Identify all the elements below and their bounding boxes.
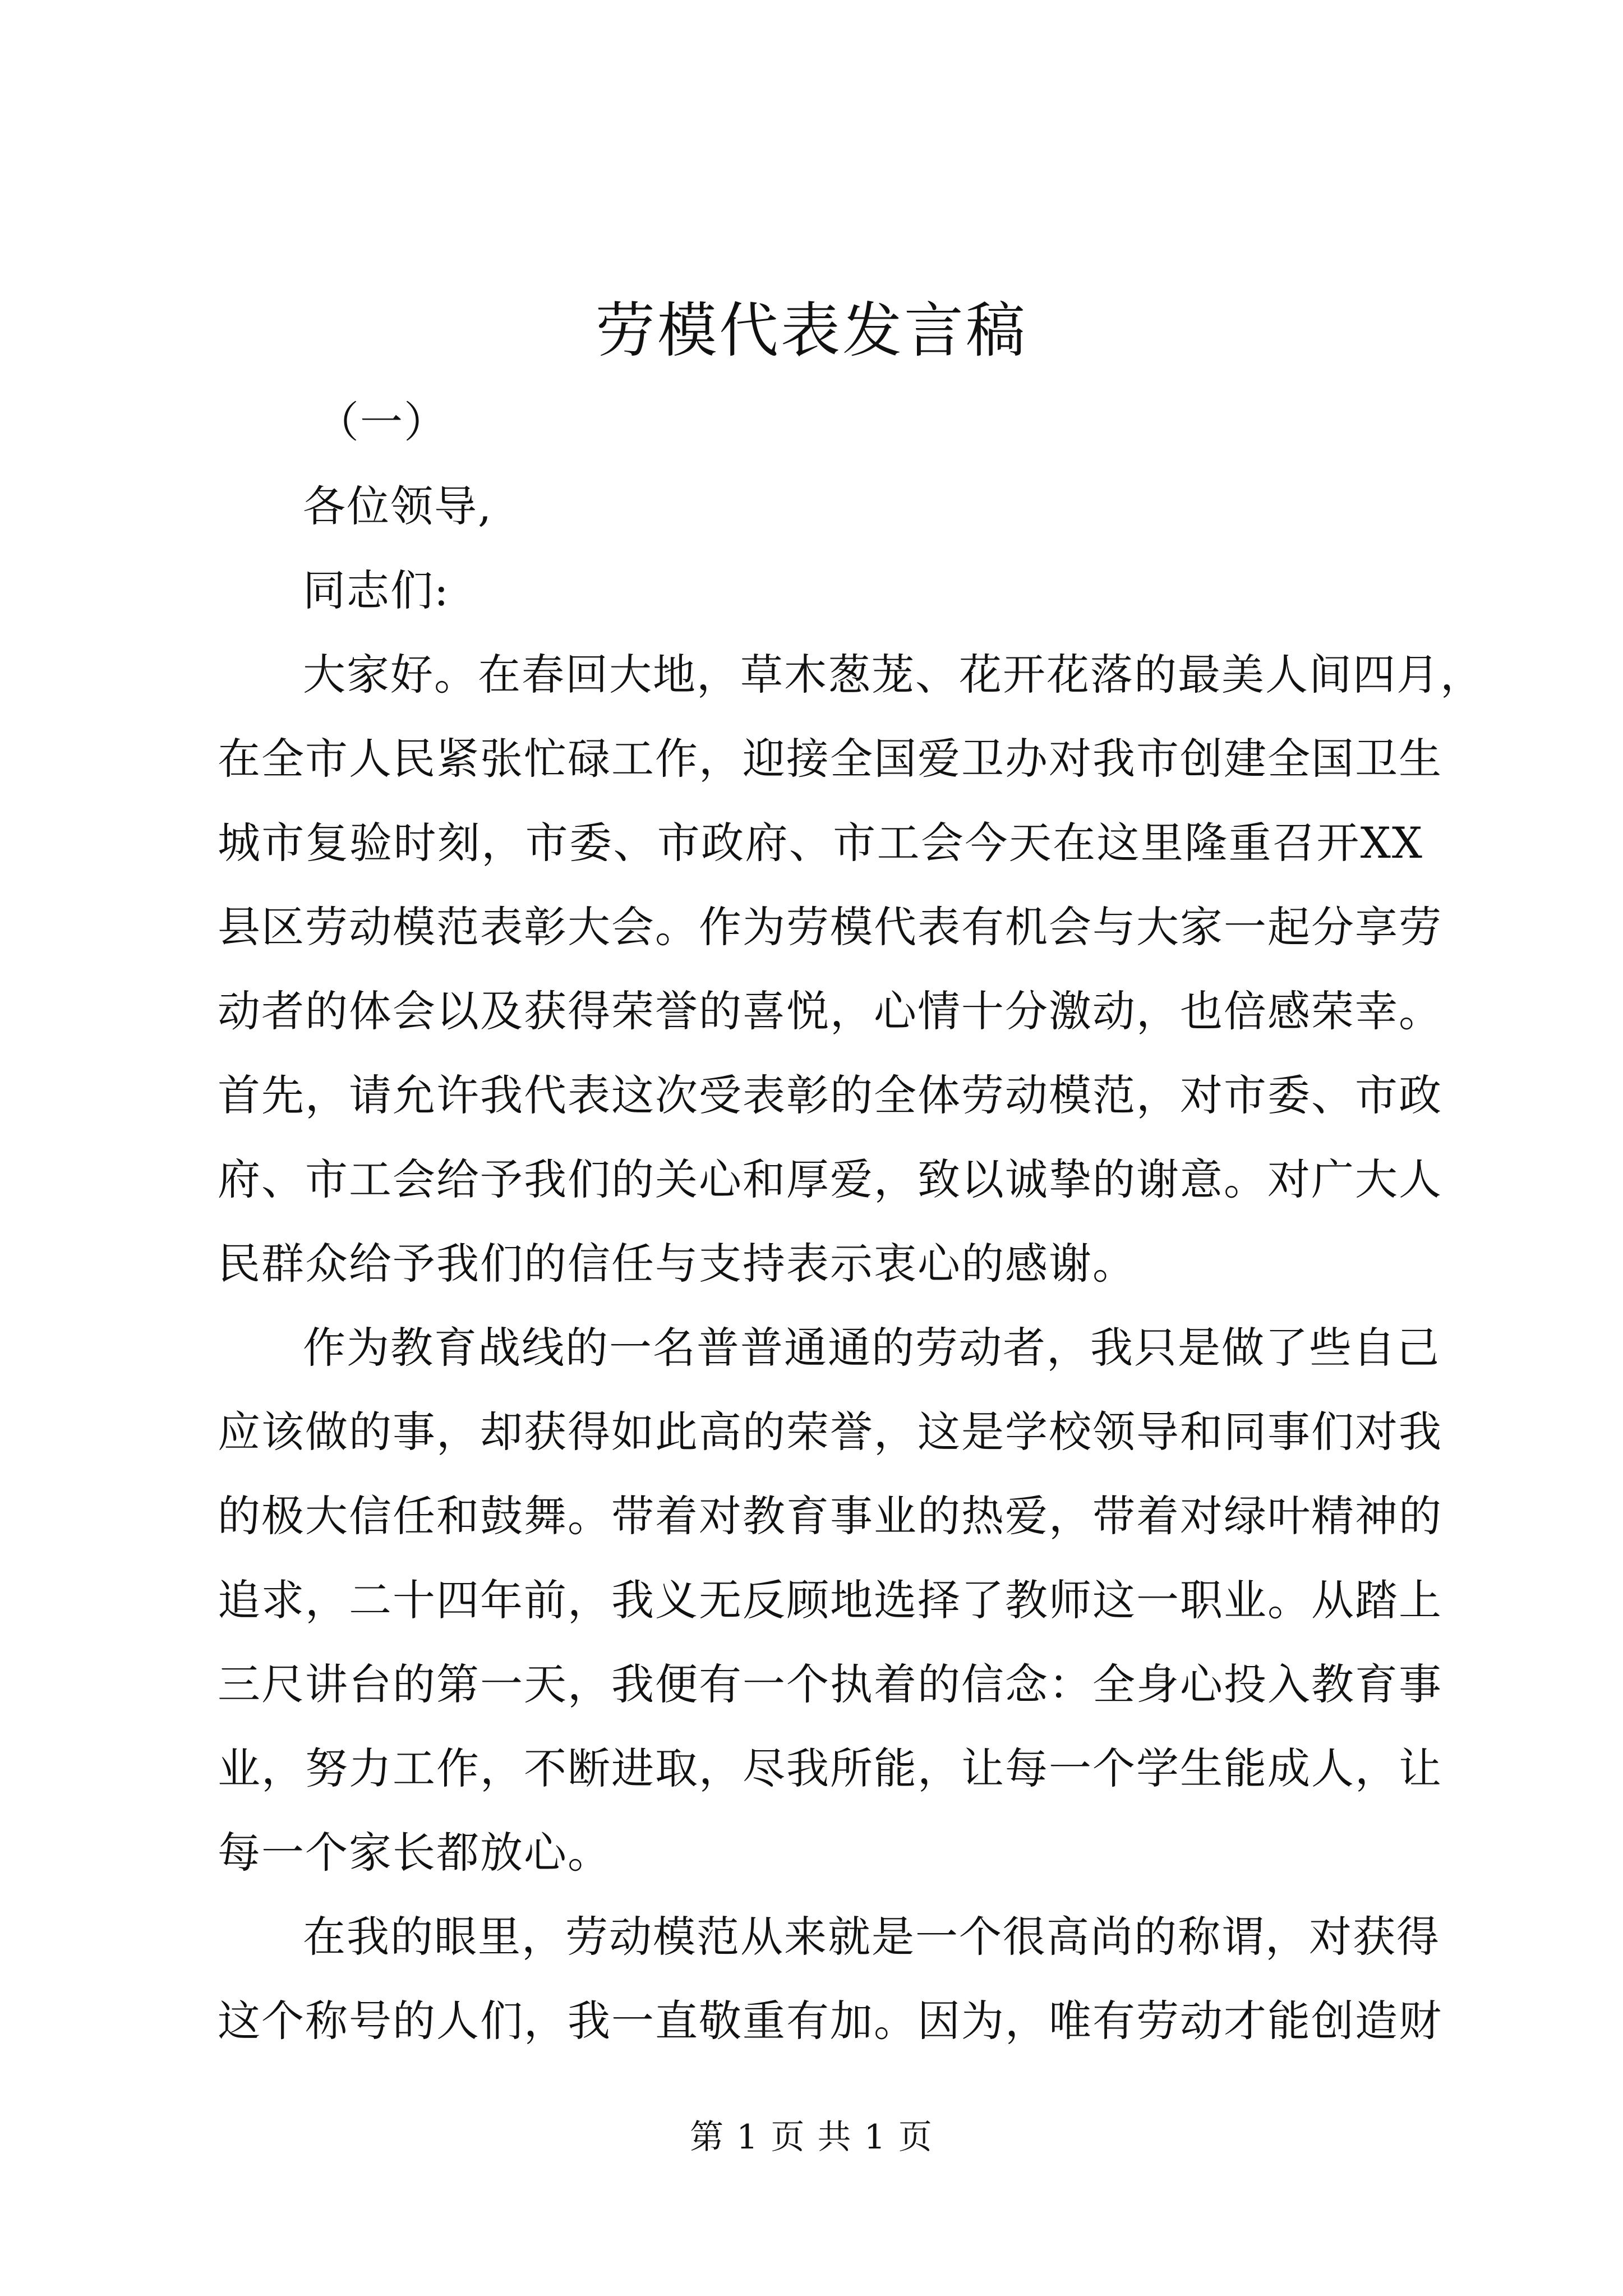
section-marker: （一） [316,397,448,447]
paragraph-line: 府、市工会给予我们的关心和厚爱，致以诚挚的谢意。对广大人 [218,1154,1442,1204]
paragraph-line: 在全市人民紧张忙碌工作，迎接全国爱卫办对我市创建全国卫生 [218,734,1442,784]
paragraph-line: 城市复验时刻，市委、市政府、市工会今天在这里隆重召开XX [218,818,1423,868]
page-footer [0,2115,1623,2160]
paragraph-line: 的极大信任和鼓舞。带着对教育事业的热爱，带着对绿叶精神的 [218,1491,1442,1541]
paragraph-line: 首先，请允许我代表这次受表彰的全体劳动模范，对市委、市政 [218,1070,1442,1120]
document-title: 劳模代表发言稿 [596,296,1027,365]
paragraph-line: 业，努力工作，不断进取，尽我所能，让每一个学生能成人，让 [218,1743,1442,1793]
paragraph-line: 每一个家长都放心。 [218,1828,611,1878]
salutation-line: 同志们: [303,565,450,615]
paragraph-line: 追求，二十四年前，我义无反顾地选择了教师这一职业。从踏上 [218,1575,1442,1625]
paragraph-line: 作为教育战线的一名普普通通的劳动者，我只是做了些自己 [303,1323,1440,1373]
salutation-line: 各位领导, [303,481,493,531]
paragraph-line: 民群众给予我们的信任与支持表示衷心的感谢。 [218,1239,1136,1289]
document-body [218,380,1484,2063]
page-number: 第 1 页 共 1 页 [690,2118,933,2157]
paragraph-line: 三尺讲台的第一天，我便有一个执着的信念：全身心投入教育事 [218,1659,1442,1709]
paragraph-line: 动者的体会以及获得荣誉的喜悦，心情十分激动，也倍感荣幸。 [218,986,1442,1036]
paragraph-line: 县区劳动模范表彰大会。作为劳模代表有机会与大家一起分享劳 [218,902,1442,952]
paragraph-line: 在我的眼里，劳动模范从来就是一个很高尚的称谓，对获得 [303,1912,1440,1962]
paragraph-line: 大家好。在春回大地，草木葱茏、花开花落的最美人间四月， [303,650,1484,700]
paragraph-line: 这个称号的人们，我一直敬重有加。因为，唯有劳动才能创造财 [218,1996,1442,2046]
paragraph-line: 应该做的事，却获得如此高的荣誉，这是学校领导和同事们对我 [218,1407,1442,1457]
